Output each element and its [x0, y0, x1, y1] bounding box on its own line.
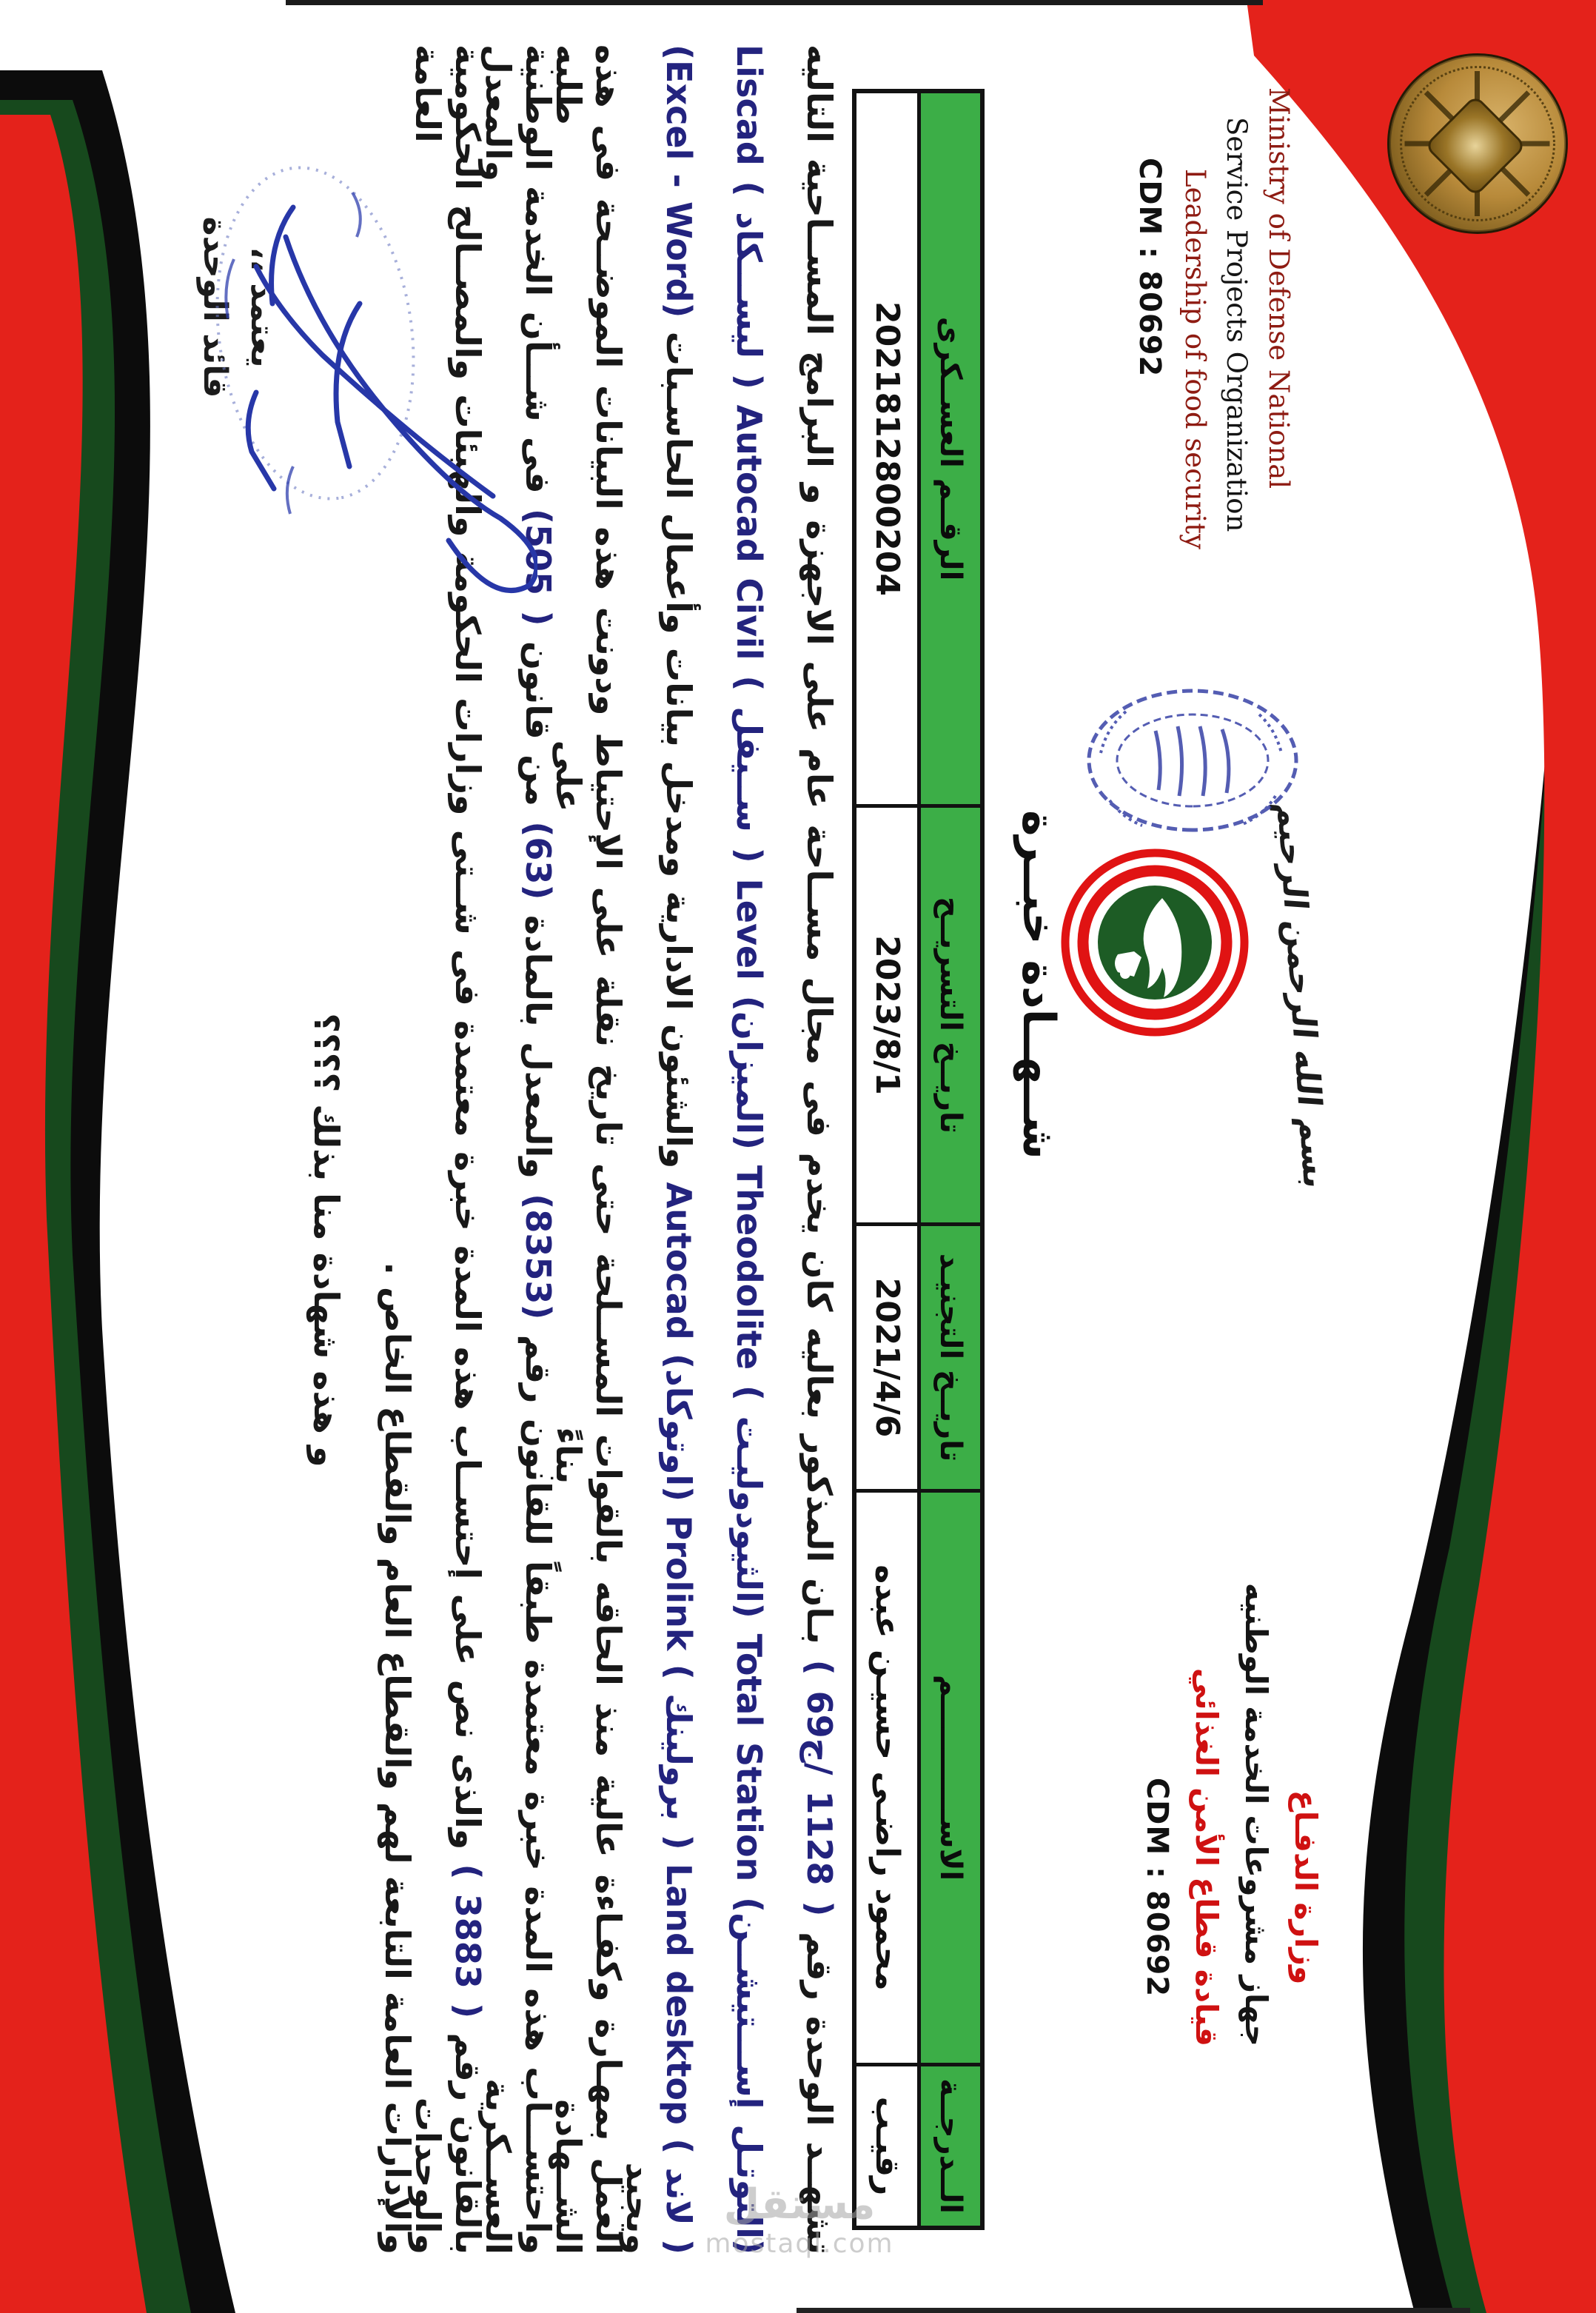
- header-arabic: [1123, 1582, 1324, 2046]
- military-number-label: الرقــم العســكرى: [917, 93, 980, 804]
- body-line-5: واحتســـاب هذه المدة خبرة معتمدة طبقاً للقانون رقم (8353) والمعدل بالمادة (63) من قانون ( 505) فى شـــأن الخدمة الوطنية العســكرية والمعدل: [478, 44, 558, 2255]
- watermark-latin: mostaql.com: [705, 2229, 894, 2259]
- header-en-organization: Service Projects Organization: [1221, 117, 1253, 532]
- discharge-date-label: تاريــخ التسريــح: [917, 808, 980, 1222]
- body-line-7: والإدارات العامة التابعة لهم والقطاع العام والقطاع الخاص .: [378, 1262, 418, 2255]
- body-line-1: تشهــد الوحدة رقم ( 1128 /ج69 ) بـان المذكور بعاليه كان يخدم فى مجال مســاحة عام على الاجهزة و البرامج المســاحية التاليه: [799, 44, 839, 2255]
- scan-edge-line-left: [286, 0, 1263, 5]
- military-number-value: 2021812800204: [856, 93, 917, 804]
- body-line-2: (التوتـل إســـتيشــن) Total Station (الثيودوليـت ) Theodolite (الميزان) Level ( ســيفل ) Autocad Civil ( ليســـكاد ) Liscad: [729, 44, 769, 2255]
- service-data-table: [852, 89, 985, 2230]
- approval-word: يعتمد ،،: [244, 247, 281, 368]
- unit-commander-label: قائد الوحدة: [196, 216, 235, 398]
- certificate-title: شــهــادة خبــرة: [1013, 810, 1064, 1159]
- round-eagle-stamp: [1059, 846, 1251, 1039]
- body-line-4: العمل بمهـارة وكفـاءة عالية منذ الحاقه بالقوات المســلحة حتى تاريخ نقلة على الإحتياط ودونت هذه البيانات الموضــحة فى هذه الشــهادة بناءً على طلبه: [549, 44, 628, 2255]
- header-ar-cdm-code: CDM : 80692: [1140, 1777, 1174, 1998]
- enlistment-date-label: تاريــخ التجنيـد: [917, 1226, 980, 1489]
- scan-edge-line-right: [797, 2308, 1470, 2313]
- name-value: محمود راضـى حسيـن عبده: [856, 1493, 917, 2063]
- body-line-6: بالقانون رقم ( 3883 ) والذى نص على إحتســاب هذه المدة خبرة معتمدة فى شــتى وزارات الحكومة والهيئات والمصــالح الحكومية والوحدات العامة: [408, 44, 488, 2255]
- table-cell-rank: [856, 2063, 980, 2226]
- enlistment-date-value: 2021/4/6: [856, 1226, 917, 1489]
- rank-value: رقيـب: [856, 2066, 917, 2226]
- watermark-arabic: مستقل: [723, 2180, 876, 2229]
- blue-oval-unit-stamp: [1082, 685, 1304, 837]
- name-label: الاســــــــــــم: [917, 1493, 980, 2063]
- table-cell-name: [856, 1489, 980, 2063]
- header-en-leadership: Leadership of food security: [1178, 169, 1211, 550]
- table-cell-discharge-date: [856, 804, 980, 1222]
- header-english: [1133, 87, 1294, 549]
- ministry-medal-logo: [1387, 53, 1568, 234]
- body-line-8-closing: و هذه شهادة منا بذلك ؟؟؟؟: [306, 1013, 346, 1467]
- faint-round-stamp: [197, 155, 434, 512]
- table-cell-enlistment-date: [856, 1222, 980, 1489]
- header-en-ministry: Ministry of Defense National: [1263, 87, 1295, 489]
- table-cell-military-number: [856, 93, 980, 804]
- body-line-3: ( لاند ) Land desktop ( برولينك ) Prolink (اوتوكاد) Autocad والشئون الادارية ومدخل بيانات وأعمال الحاسـبات (Excel - Word) ويجيد: [619, 44, 699, 2255]
- commander-signature: [152, 81, 537, 644]
- header-ar-leadership: قيادة قطاع الأمن الغذائي: [1189, 1667, 1224, 2046]
- header-ar-organization: جهاز مشروعات الخدمة الوطنيه: [1238, 1582, 1274, 2046]
- discharge-date-value: 2023/8/1: [856, 808, 917, 1222]
- header-ar-ministry: وزارة الدفـاع: [1288, 1790, 1324, 1985]
- bismillah-calligraphy: بسم الله الرحمن الرحيم: [1269, 802, 1335, 1191]
- rank-label: الــدرجــة: [917, 2066, 980, 2226]
- header-en-cdm-code: CDM : 80692: [1133, 158, 1167, 378]
